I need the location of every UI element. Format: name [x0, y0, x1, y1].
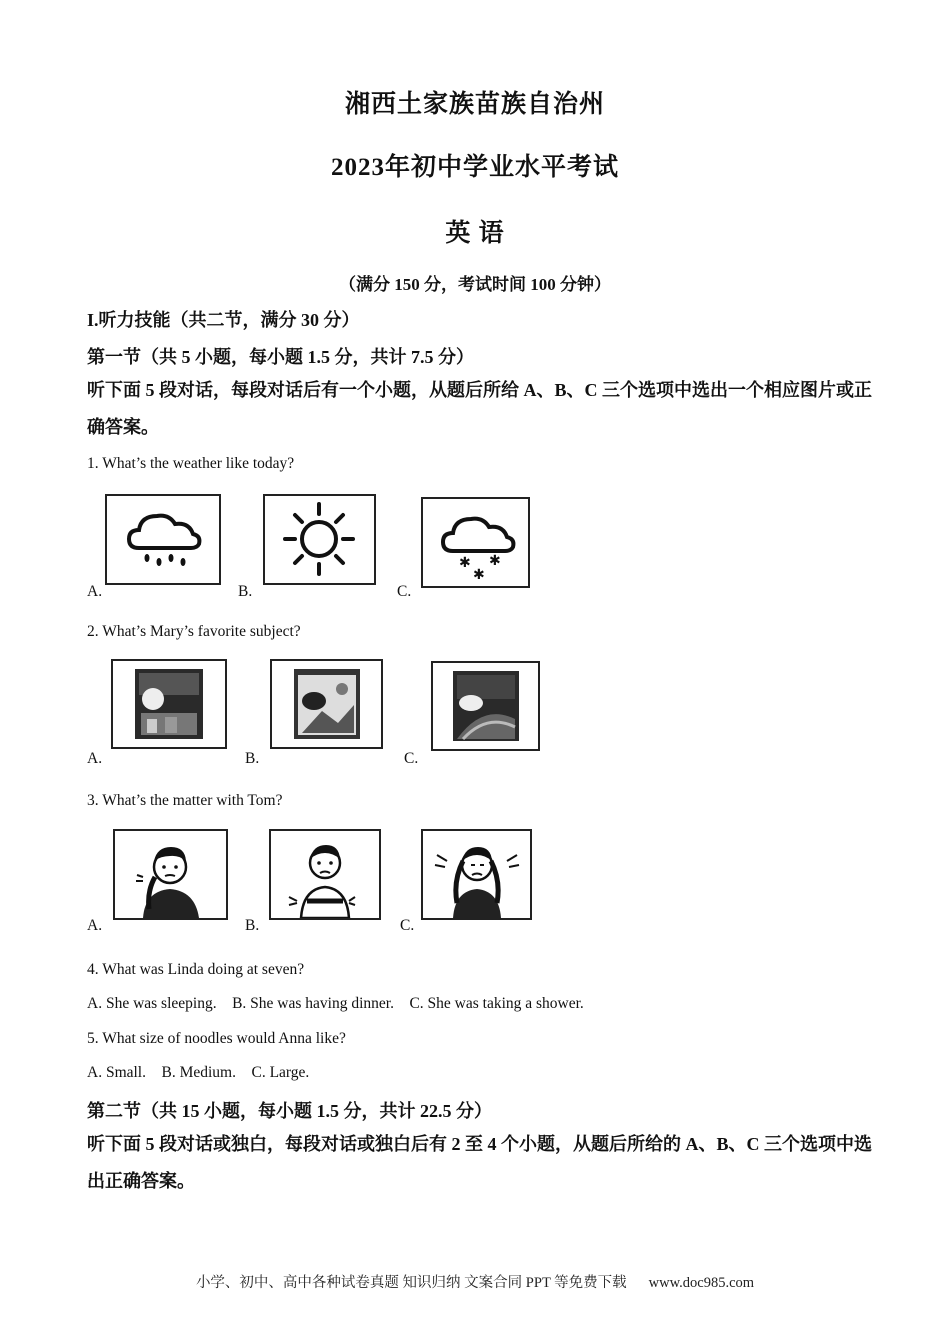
question-5: 5. What size of noodles would Anna like? — [87, 1030, 346, 1047]
question-3: 3. What’s the matter with Tom? — [87, 792, 283, 809]
q1-option-b[interactable]: B. — [238, 583, 253, 600]
question-2: 2. What’s Mary’s favorite subject? — [87, 623, 301, 640]
q2-option-b[interactable]: B. — [245, 750, 260, 767]
exam-info: （满分 150 分，考试时间 100 分钟） — [339, 275, 611, 294]
snow-cloud-icon[interactable] — [421, 497, 530, 588]
svg-text:✱: ✱ — [459, 555, 471, 571]
q1-option-c[interactable]: C. — [397, 583, 412, 600]
q1-option-a[interactable]: A. — [87, 583, 103, 600]
history-book-image[interactable] — [111, 659, 227, 749]
q2-option-a[interactable]: A. — [87, 750, 103, 767]
science-book-image[interactable] — [270, 659, 383, 749]
q5-options[interactable]: A. Small. B. Medium. C. Large. — [87, 1064, 310, 1081]
q3-option-b[interactable]: B. — [245, 917, 260, 934]
footer-website-link[interactable]: www.doc985.com — [648, 1275, 755, 1291]
stomachache-boy-image[interactable] — [269, 829, 381, 920]
svg-text:✱: ✱ — [489, 553, 501, 569]
rain-cloud-icon[interactable] — [105, 494, 221, 585]
footer-description: 小学、初中、高中各种试卷真题 知识归纳 文案合同 PPT 等免费下载 — [195, 1275, 627, 1291]
q3-option-a[interactable]: A. — [87, 917, 103, 934]
headache-boy-image[interactable] — [421, 829, 532, 920]
exam-region-title: 湘西土家族苗族自治州 — [344, 91, 605, 118]
section-heading-listening: I.听力技能（共二节，满分 30 分） — [87, 310, 360, 330]
page-footer — [0, 1271, 950, 1292]
question-4: 4. What was Linda doing at seven? — [87, 961, 305, 978]
svg-text:✱: ✱ — [473, 567, 485, 583]
part1-instruction: 听下面 5 段对话，每段对话后有一个小题，从题后所给 A、B、C 三个选项中选出一个相应图片或正确答案。 — [87, 380, 872, 437]
math-book-image[interactable] — [431, 661, 540, 751]
q3-option-c[interactable]: C. — [400, 917, 415, 934]
q4-options[interactable]: A. She was sleeping. B. She was having dinner. C. She was taking a shower. — [87, 995, 584, 1012]
part2-instruction: 听下面 5 段对话或独白，每段对话或独白后有 2 至 4 个小题，从题后所给的 A、B、C 三个选项中选出正确答案。 — [87, 1134, 872, 1191]
toothache-boy-image[interactable] — [113, 829, 228, 920]
part1-heading: 第一节（共 5 小题，每小题 1.5 分，共计 7.5 分） — [87, 347, 474, 367]
exam-name-title: 2023年初中学业水平考试 — [330, 154, 619, 181]
question-1: 1. What’s the weather like today? — [87, 455, 295, 472]
subject-title: 英 语 — [445, 220, 505, 247]
sun-icon[interactable] — [263, 494, 376, 585]
part2-heading: 第二节（共 15 小题，每小题 1.5 分，共计 22.5 分） — [87, 1101, 492, 1121]
q2-option-c[interactable]: C. — [404, 750, 419, 767]
